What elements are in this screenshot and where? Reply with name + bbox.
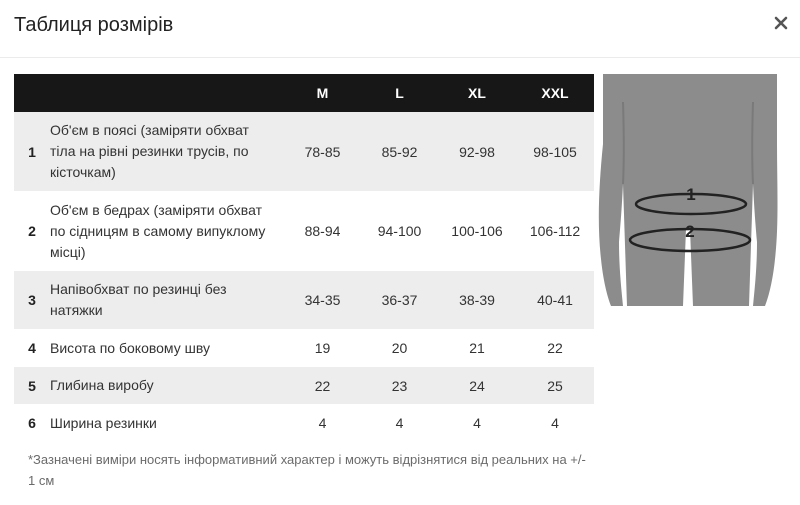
table-header-row: [14, 74, 594, 112]
value-l: 23: [361, 367, 438, 404]
footnote: *Зазначені виміри носять інформативний характер і можуть відрізнятися від реальних на +/- 1 см: [28, 452, 586, 488]
header-size-l: L: [361, 74, 438, 112]
table-row: [14, 404, 594, 442]
header-size-m: M: [284, 74, 361, 112]
row-label: Об'єм в поясі (заміряти обхват тіла на рівні резинки трусів, по кісточкам): [50, 112, 284, 191]
table-row: [14, 329, 594, 367]
modal-header: [0, 0, 800, 58]
value-l: 85-92: [361, 112, 438, 191]
value-m: 34-35: [284, 271, 361, 329]
table-row: [14, 191, 594, 271]
value-m: 22: [284, 367, 361, 404]
header-cell-label: [50, 74, 284, 112]
value-xxl: 22: [547, 340, 563, 356]
value-xxl: 106-112: [529, 223, 581, 239]
value-xl: 21: [469, 340, 485, 356]
value-xl: 38-39: [438, 271, 516, 329]
row-number: 5: [14, 367, 50, 404]
size-table: [14, 74, 594, 442]
body-measurement-figure: [597, 74, 783, 308]
value-l: 36-37: [361, 271, 438, 329]
value-xxl: 40-41: [516, 271, 594, 329]
row-number: 1: [14, 112, 50, 191]
header-cell-number: [14, 74, 50, 112]
value-m: 4: [318, 415, 327, 431]
value-l: 20: [391, 340, 408, 356]
value-xl: 92-98: [438, 112, 516, 191]
close-icon: [770, 12, 792, 34]
table-row: [14, 367, 594, 404]
row-label: Об'єм в бедрах (заміряти обхват по сідницям в самому випуклому місці): [50, 201, 266, 260]
header-size-xxl: XXL: [516, 74, 594, 112]
table-row: [14, 271, 594, 329]
value-l: 94-100: [377, 223, 422, 239]
value-xl: 24: [438, 367, 516, 404]
modal-title: Таблиця розмірів: [14, 14, 174, 36]
row-label: Глибина виробу: [50, 367, 284, 404]
row-label: Висота по боковому шву: [50, 339, 210, 356]
value-l: 4: [395, 415, 404, 431]
body-silhouette-icon: [597, 74, 783, 308]
row-label: Напівобхват по резинці без натяжки: [50, 271, 284, 329]
row-number: 3: [14, 271, 50, 329]
table-row: [14, 112, 594, 191]
value-xxl: 25: [516, 367, 594, 404]
value-xl: 4: [473, 415, 481, 431]
value-xl: 100-106: [451, 223, 503, 239]
row-number: 4: [28, 340, 36, 356]
row-number: 6: [28, 415, 36, 431]
value-xxl: 98-105: [516, 112, 594, 191]
value-m: 88-94: [304, 223, 341, 239]
value-xxl: 4: [551, 415, 559, 431]
row-label: Ширина резинки: [50, 414, 157, 431]
row-number: 2: [28, 223, 36, 239]
measure-label-1: 1: [686, 185, 696, 204]
value-m: 19: [314, 340, 331, 356]
close-button[interactable]: [770, 12, 792, 34]
header-size-xl: XL: [438, 74, 516, 112]
value-m: 78-85: [284, 112, 361, 191]
measure-label-2: 2: [685, 222, 695, 241]
